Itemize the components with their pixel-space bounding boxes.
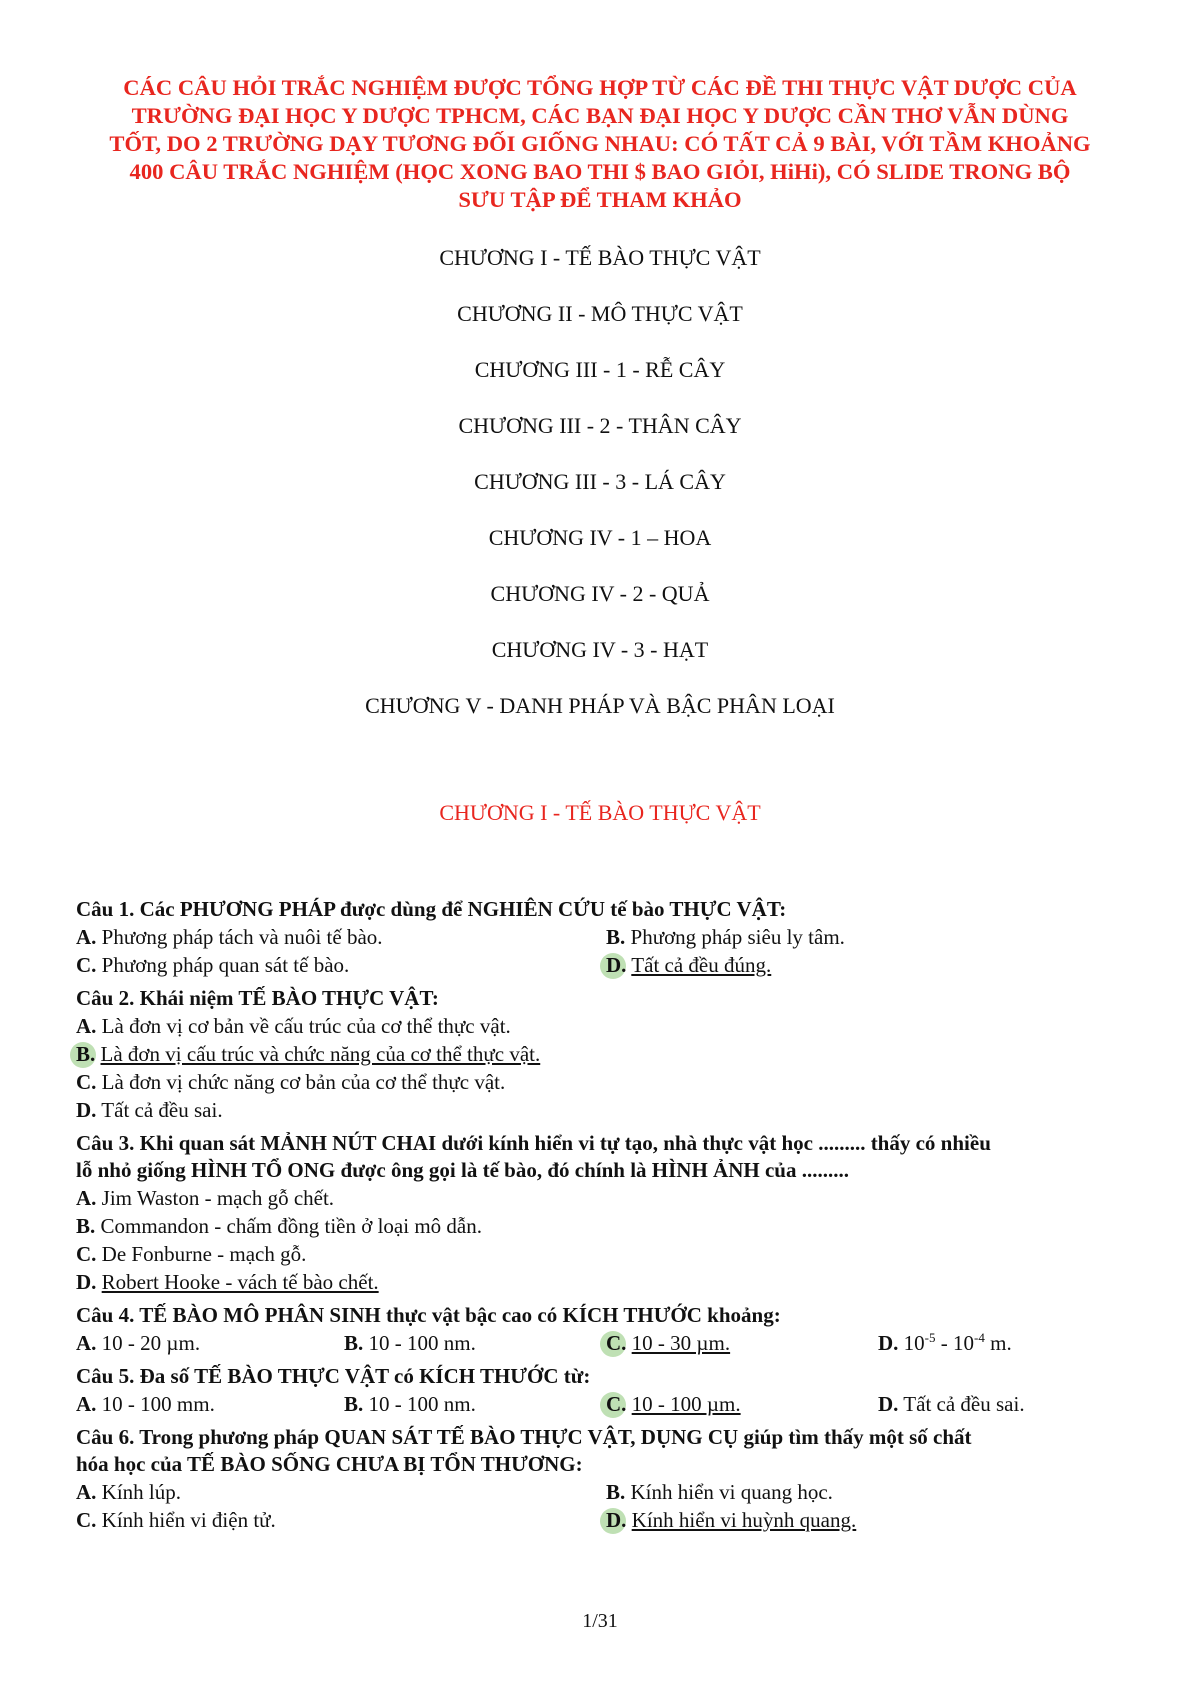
header-line: SƯU TẬP ĐỂ THAM KHẢO	[458, 187, 742, 212]
toc-item: CHƯƠNG IV - 2 - QUẢ	[490, 581, 710, 606]
option-c: C. Kính hiển vi điện tử.	[76, 1508, 276, 1532]
question-stem	[76, 1363, 1146, 1390]
toc-item: CHƯƠNG III - 2 - THÂN CÂY	[458, 413, 742, 438]
question-stem	[76, 896, 1146, 923]
option-a: A. Jim Waston - mạch gỗ chết.	[76, 1186, 335, 1210]
toc-item: CHƯƠNG I - TẾ BÀO THỰC VẬT	[439, 245, 761, 270]
toc-item: CHƯƠNG II - MÔ THỰC VẬT	[457, 301, 743, 326]
toc-item: CHƯƠNG IV - 3 - HẠT	[491, 637, 709, 662]
header-line: 400 CÂU TRẮC NGHIỆM (HỌC XONG BAO THI $ BAO GIỎI, HiHi), CÓ SLIDE TRONG BỘ	[129, 159, 1071, 184]
document-header	[80, 74, 1120, 214]
question-stem	[76, 1302, 1146, 1329]
header-line: TRƯỜNG ĐẠI HỌC Y DƯỢC TPHCM, CÁC BẠN ĐẠI HỌC Y DƯỢC CẦN THƠ VẪN DÙNG	[131, 103, 1069, 128]
question-text: Đa số TẾ BÀO THỰC VẬT có KÍCH THƯỚC từ:	[139, 1364, 591, 1388]
option-d-correct: D. Tất cả đều đúng.	[606, 951, 1136, 979]
question-number: Câu 2.	[76, 986, 135, 1010]
question-text: Các PHƯƠNG PHÁP được dùng để NGHIÊN CỨU tế bào THỰC VẬT:	[139, 897, 787, 921]
option-d-correct: D. Robert Hooke - vách tế bào chết.	[76, 1270, 379, 1294]
question-text: hóa học của TẾ BÀO SỐNG CHƯA BỊ TỔN THƯƠNG:	[76, 1452, 583, 1476]
option-a: A. Phương pháp tách và nuôi tế bào.	[76, 925, 383, 949]
question-number: Câu 3.	[76, 1131, 135, 1155]
option-b: B. Kính hiển vi quang học.	[606, 1480, 833, 1504]
question-6	[76, 1424, 1146, 1534]
question-text: TẾ BÀO MÔ PHÂN SINH thực vật bậc cao có KÍCH THƯỚC khoảng:	[139, 1303, 781, 1327]
option-b-correct: B. Là đơn vị cấu trúc và chức năng của cơ thể thực vật.	[76, 1040, 540, 1068]
question-3	[76, 1130, 1146, 1296]
option-a: A. Kính lúp.	[76, 1480, 182, 1504]
question-text: Khi quan sát MẢNH NÚT CHAI dưới kính hiển vi tự tạo, nhà thực vật học ......... thấy có nhiều	[139, 1131, 991, 1155]
toc-item: CHƯƠNG V - DANH PHÁP VÀ BẬC PHÂN LOẠI	[365, 693, 835, 718]
option-d: D. $10^{-5} - 10^{-4}$ m.	[878, 1330, 1012, 1355]
option-b: B. 10 - 100 nm.	[344, 1392, 476, 1416]
header-line: TỐT, DO 2 TRƯỜNG DẠY TƯƠNG ĐỐI GIỐNG NHAU: CÓ TẤT CẢ 9 BÀI, VỚI TẦM KHOẢNG	[109, 131, 1091, 156]
question-text: lỗ nhỏ giống HÌNH TỔ ONG được ông gọi là tế bào, đó chính là HÌNH ẢNH của .........	[76, 1158, 849, 1182]
question-text: Trong phương pháp QUAN SÁT TẾ BÀO THỰC VẬT, DỤNG CỤ giúp tìm thấy một số chất	[139, 1425, 972, 1449]
header-line: CÁC CÂU HỎI TRẮC NGHIỆM ĐƯỢC TỔNG HỢP TỪ CÁC ĐỀ THI THỰC VẬT DƯỢC CỦA	[123, 75, 1077, 100]
option-c: C. Phương pháp quan sát tế bào.	[76, 953, 350, 977]
option-a: A. 10 - 100 mm.	[76, 1392, 215, 1416]
question-list	[76, 896, 1146, 1540]
question-2	[76, 985, 1146, 1124]
toc-item: CHƯƠNG IV - 1 – HOA	[488, 525, 712, 550]
question-number: Câu 5.	[76, 1364, 135, 1388]
chapter-title: CHƯƠNG I - TẾ BÀO THỰC VẬT	[439, 800, 761, 825]
option-a: A. 10 - 20 µm.	[76, 1331, 201, 1355]
option-c: C. De Fonburne - mạch gỗ.	[76, 1242, 307, 1266]
table-of-contents	[0, 243, 1200, 747]
question-1	[76, 896, 1146, 979]
question-number: Câu 1.	[76, 897, 135, 921]
question-stem	[76, 1130, 1146, 1184]
option-c-correct: C. 10 - 30 µm.	[606, 1329, 878, 1357]
option-d-correct: D. Kính hiển vi huỳnh quang.	[606, 1506, 1136, 1534]
option-c-correct: C. 10 - 100 µm.	[606, 1390, 878, 1418]
option-b: B. Commandon - chấm đồng tiền ở loại mô dẫn.	[76, 1214, 482, 1238]
question-4	[76, 1302, 1146, 1357]
option-d: D. Tất cả đều sai.	[76, 1098, 223, 1122]
toc-item: CHƯƠNG III - 1 - RỄ CÂY	[474, 357, 726, 382]
question-text: Khái niệm TẾ BÀO THỰC VẬT:	[139, 986, 439, 1010]
question-number: Câu 4.	[76, 1303, 135, 1327]
option-c: C. Là đơn vị chức năng cơ bản của cơ thể thực vật.	[76, 1070, 506, 1094]
option-d: D. Tất cả đều sai.	[878, 1392, 1025, 1416]
question-stem	[76, 985, 1146, 1012]
option-b: B. 10 - 100 nm.	[344, 1331, 476, 1355]
question-5	[76, 1363, 1146, 1418]
question-number: Câu 6.	[76, 1425, 135, 1449]
toc-item: CHƯƠNG III - 3 - LÁ CÂY	[474, 469, 726, 494]
option-b: B. Phương pháp siêu ly tâm.	[606, 925, 845, 949]
question-stem	[76, 1424, 1146, 1478]
page-number: 1/31	[582, 1610, 618, 1632]
option-a: A. Là đơn vị cơ bản về cấu trúc của cơ thể thực vật.	[76, 1014, 511, 1038]
